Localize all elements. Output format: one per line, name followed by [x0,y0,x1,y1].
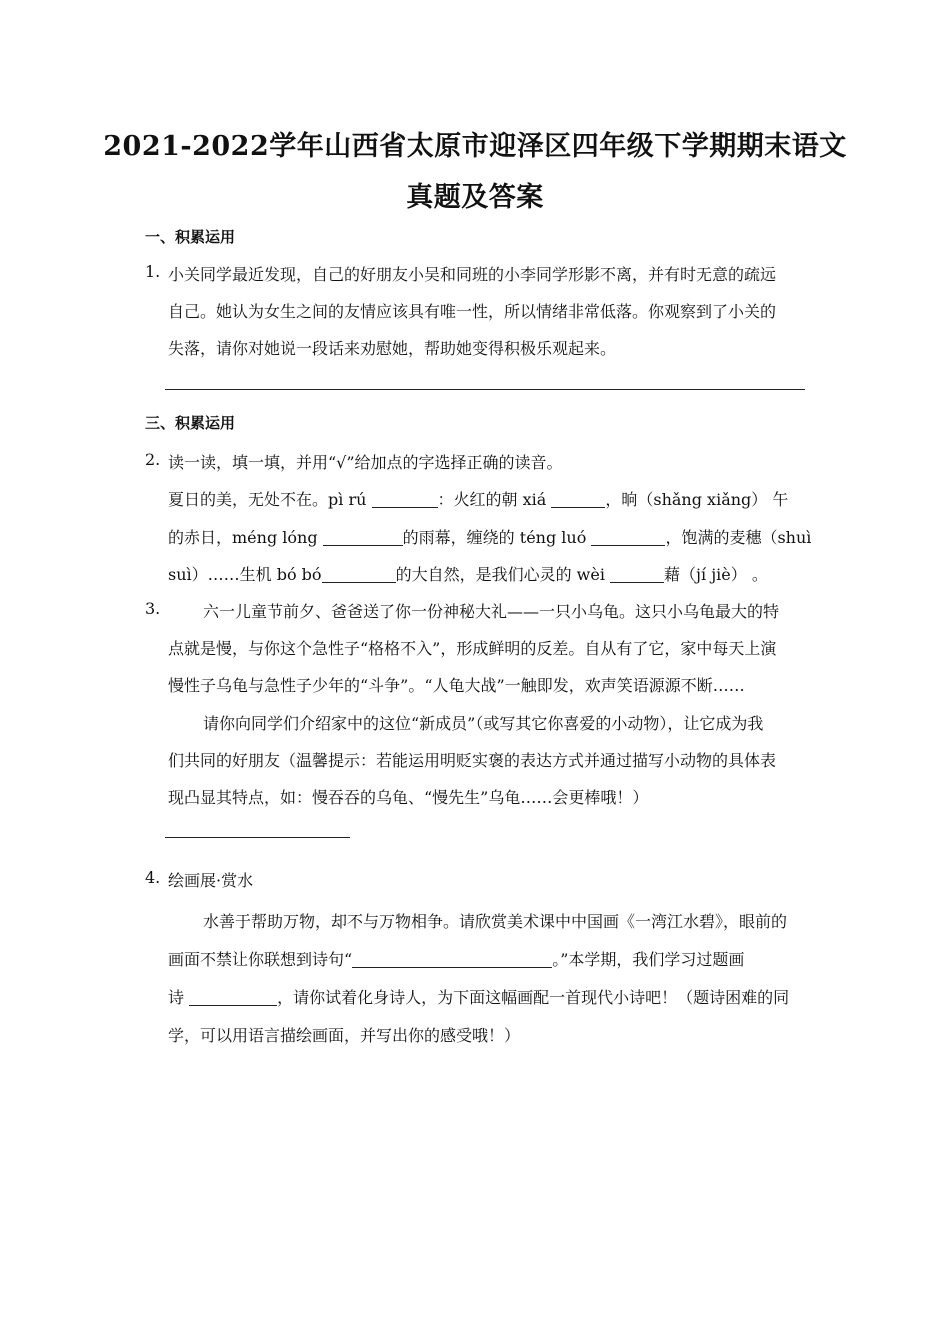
q3-line-2: 点就是慢，与你这个急性子“格格不入”，形成鲜明的反差。自从有了它，家中每天上演 [168,639,777,658]
q2-l3-a: suì）……生机 bó bó [168,565,322,584]
q2-l2-b: 的雨幕，缠绕的 téng luó [402,528,592,547]
q2-line-1 [168,487,788,510]
q2-l3-b: 的大自然，是我们心灵的 wèi [395,565,611,584]
q2-blank-bobo[interactable] [322,566,396,583]
q2-blank-piru[interactable] [372,491,438,508]
q2-l1-b: ：火红的朝 xiá [437,490,552,509]
q4-line-1: 水善于帮助万物，却不与万物相争。请欣赏美术课中中国画《一湾江水碧》，眼前的 [203,912,788,931]
q4-blank-poem-title[interactable] [189,989,277,1006]
q3-line-3: 慢性子乌龟与急性子少年的“斗争”。“人龟大战”一触即发，欢声笑语源源不断…… [168,676,745,695]
q2-l3-c: 藉（jí jiè） 。 [664,565,768,584]
q3-number: 3. [145,599,161,618]
q3-line-1: 六一儿童节前夕、爸爸送了你一份神秘大礼——一只小乌龟。这只小乌龟最大的特 [203,602,780,621]
q2-l2-a: 的赤日，méng lóng [168,528,323,547]
q2-blank-menglong[interactable] [323,529,403,546]
q2-l2-c: ，饱满的麦穗（shuì [665,528,812,547]
q1-line-2: 自己。她认为女生之间的友情应该具有唯一性，所以情绪非常低落。你观察到了小关的 [168,302,777,321]
q2-blank-xia[interactable] [551,491,605,508]
q2-line-2 [168,525,811,548]
q4-number: 4. [145,868,161,887]
q3-line-5: 们共同的好朋友（温馨提示：若能运用明贬实褒的表达方式并通过描写小动物的具体表 [168,751,777,770]
q4-l2-a: 画面不禁让你联想到诗句“ [168,950,353,969]
q2-blank-tengluo[interactable] [591,529,665,546]
q1-number: 1. [145,262,161,281]
section-heading-1: 一、积累运用 [145,228,236,246]
q1-line-1: 小关同学最近发现，自己的好朋友小吴和同班的小李同学形影不离，并有时无意的疏远 [168,265,777,284]
q3-line-6: 现凸显其特点，如：慢吞吞的乌龟、“慢先生”乌龟……会更棒哦！） [168,788,649,807]
q3-answer-line[interactable] [165,837,350,838]
q4-l3-a: 诗 [168,988,190,1007]
q2-prompt: 读一读，填一填，并用“√”给加点的字选择正确的读音。 [168,453,563,472]
q1-line-3: 失落，请你对她说一段话来劝慰她，帮助她变得积极乐观起来。 [168,339,617,358]
page-title-line-2: 真题及答案 [406,182,544,213]
q4-heading: 绘画展·赏水 [168,871,254,890]
section-heading-3: 三、积累运用 [145,414,236,432]
q4-blank-poem-line[interactable] [352,951,552,968]
q2-number: 2. [145,450,161,469]
q2-l1-c: ，晌（shǎng xiǎng） 午 [605,490,789,509]
q2-l1-a: 夏日的美，无处不在。pì rú [168,490,372,509]
q2-blank-wei[interactable] [610,566,664,583]
q3-line-4: 请你向同学们介绍家中的这位“新成员”（或写其它你喜爱的小动物），让它成为我 [203,714,764,733]
q4-line-4: 学，可以用语言描绘画面，并写出你的感受哦！） [168,1026,521,1045]
q2-line-3 [168,562,768,585]
q4-l3-b: ，请你试着化身诗人，为下面这幅画配一首现代小诗吧！（题诗困难的同 [277,988,790,1007]
q4-line-3 [168,985,789,1008]
q4-line-2 [168,947,744,970]
page-title-line-1: 2021-2022学年山西省太原市迎泽区四年级下学期期末语文 [103,131,847,162]
q4-l2-b: 。”本学期，我们学习过题画 [552,950,745,969]
q1-answer-line[interactable] [165,389,805,390]
